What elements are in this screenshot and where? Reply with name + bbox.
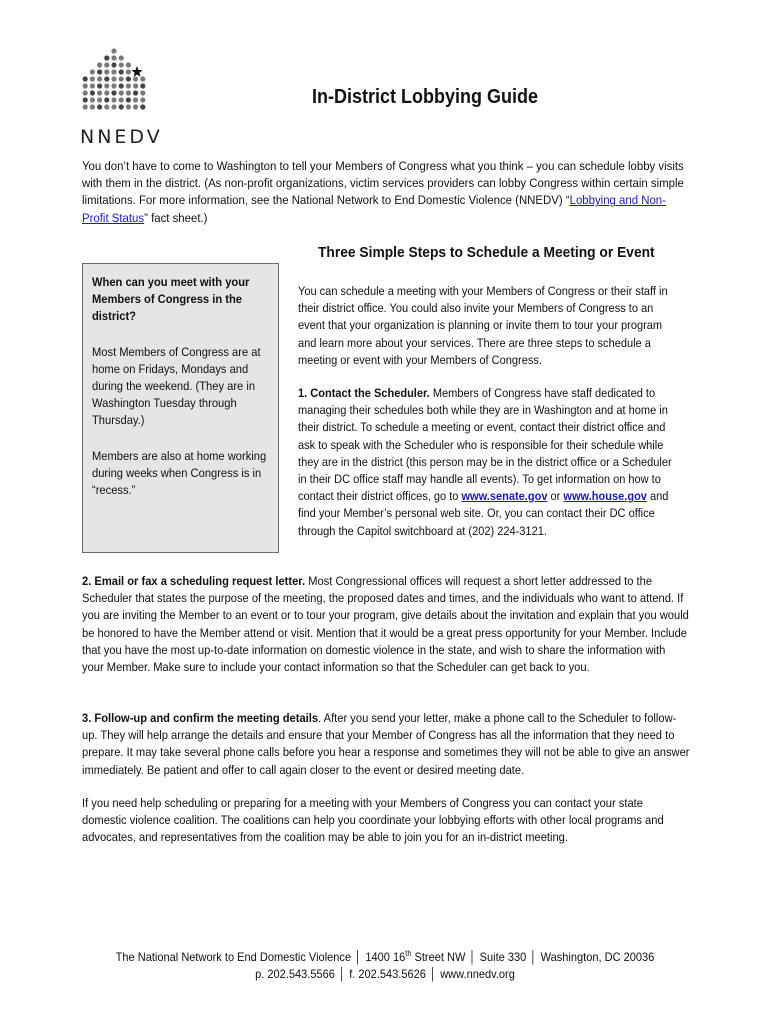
logo-dot — [111, 62, 116, 67]
logo-dot — [126, 69, 131, 74]
logo-dot — [104, 97, 109, 102]
logo-dot — [97, 62, 102, 67]
logo-dot — [97, 76, 102, 81]
senate-link[interactable]: www.senate.gov — [461, 489, 548, 504]
logo-dot — [119, 83, 124, 88]
logo-dot — [104, 83, 109, 88]
logo-dot — [97, 90, 102, 95]
logo-dot — [119, 62, 124, 67]
logo-dot — [119, 55, 124, 60]
step-2-title: 2. Email or fax a scheduling request letter. — [82, 574, 306, 588]
sidebar-box — [82, 263, 279, 553]
intro-text: You don’t have to come to Washington to tell your Members of Congress what you think – you can schedule lobby visits with them in the district. (As non-profit organizations, victim services providers can lobby Congress within certain simple limitations. For more information, see the National Network to End Domestic Violence (NNEDV) “ — [82, 159, 684, 208]
logo-dot — [140, 90, 145, 95]
page-title: In-District Lobbying Guide — [312, 86, 538, 108]
logo-dot — [111, 90, 116, 95]
logo-dot — [83, 90, 88, 95]
logo-dot — [97, 97, 102, 102]
footer-fax: f. 202.543.5626 — [349, 967, 426, 981]
steps-intro: You can schedule a meeting with your Members of Congress or their staff in their district office. You could also invite your Members of Congress to an event that your organization is planning or invite them to tour your program and learn more about your services. There are three steps to schedule a meeting or event with your Members of Congress. — [298, 284, 668, 367]
logo-dot — [119, 97, 124, 102]
logo-dot — [140, 76, 145, 81]
logo-dot — [111, 55, 116, 60]
logo-dot — [133, 90, 138, 95]
logo-dot — [133, 97, 138, 102]
logo-dot — [104, 55, 109, 60]
logo-dot — [111, 48, 116, 53]
logo-dot — [119, 76, 124, 81]
logo-dot — [126, 76, 131, 81]
logo-dot — [133, 76, 138, 81]
footer-city: Washington, DC 20036 — [540, 950, 655, 964]
steps-column — [298, 283, 681, 556]
logo-dot — [104, 90, 109, 95]
footer-web[interactable]: www.nnedv.org — [440, 967, 515, 981]
footer-separator: │ — [338, 967, 346, 981]
intro-paragraph — [82, 158, 689, 227]
logo-dot — [90, 90, 95, 95]
logo-dot — [90, 104, 95, 109]
logo-dot — [119, 69, 124, 74]
logo-dots-graphic — [80, 46, 160, 126]
logo-dot — [83, 104, 88, 109]
step-3-body: . After you send your letter, make a phone call to the Scheduler to follow-up. They will help arrange the details and ensure that your Member of Congress has all the information that they need to prepare. It may take several phone calls before you hear a response and sometimes they will not be able to give an answer immediately. Be patient and offer to call again closer to the event or desired meeting date. — [82, 711, 690, 777]
footer-separator: │ — [469, 950, 476, 964]
footer-separator: │ — [354, 950, 362, 964]
intro-text-end: ” fact sheet.) — [144, 210, 208, 225]
step-3 — [82, 710, 690, 779]
logo-dot — [126, 83, 131, 88]
logo-dot — [90, 83, 95, 88]
footer — [31, 945, 739, 983]
footer-line-2 — [31, 966, 739, 983]
sidebar-question: When can you meet with your Members of Congress in the district? — [92, 275, 250, 324]
logo-dot — [104, 104, 109, 109]
footer-org: The National Network to End Domestic Violence — [115, 950, 352, 964]
step-1-body: Members of Congress have staff dedicated to managing their schedules both while they are in Washington and at home in their district. To schedule a meeting or event, contact their district office and ask to speak with the Scheduler who is responsible for their schedule while they are in the district (this person may be in the district office or a Scheduler in their DC office staff may handle all events). To get information on how to contact their district offices, go to — [298, 386, 672, 504]
logo-dot — [90, 69, 95, 74]
logo-dot — [97, 104, 102, 109]
logo-dot — [111, 97, 116, 102]
footer-separator: │ — [530, 950, 537, 964]
logo-dot — [90, 76, 95, 81]
sidebar-paragraph: Most Members of Congress are at home on Fridays, Mondays and during the weekend. (They are in Washington Tuesday through Thursday.) — [92, 344, 261, 428]
logo-dot — [104, 62, 109, 67]
step-1 — [298, 385, 681, 540]
logo-dot — [111, 69, 116, 74]
logo-dot — [133, 83, 138, 88]
logo-dot — [111, 104, 116, 109]
footer-separator: │ — [429, 967, 437, 981]
footer-phone: p. 202.543.5566 — [255, 967, 335, 981]
logo-dot — [140, 83, 145, 88]
or-text: or — [547, 489, 564, 504]
logo-dot — [140, 97, 145, 102]
logo-dot — [119, 90, 124, 95]
logo-dot — [83, 97, 88, 102]
logo-dot — [104, 69, 109, 74]
star-icon — [131, 66, 142, 77]
logo-dot — [111, 76, 116, 81]
step-2 — [82, 573, 690, 676]
footer-suite: Suite 330 — [479, 950, 527, 964]
closing-paragraph — [82, 795, 690, 847]
logo-dot — [119, 104, 124, 109]
footer-address: 1400 16th Street NW — [365, 949, 466, 964]
logo-dot — [133, 104, 138, 109]
steps-heading: Three Simple Steps to Schedule a Meeting or Event — [318, 244, 655, 261]
logo-dot — [97, 69, 102, 74]
logo-dot — [126, 104, 131, 109]
logo-wordmark: NNEDV — [80, 126, 163, 148]
logo-dot — [97, 83, 102, 88]
step-1-title: 1. Contact the Scheduler. — [298, 386, 430, 401]
logo-dot — [126, 97, 131, 102]
step-1-body-end: and find your Member’s personal web site. Or, you can contact their DC office through the Capitol switchboard at (202) 224-3121. — [298, 489, 669, 538]
footer-line-1 — [31, 945, 739, 966]
logo-dot — [104, 76, 109, 81]
closing-text: If you need help scheduling or preparing for a meeting with your Members of Congress you can contact your state domestic violence coalition. The coalitions can help you coordinate your lobbying efforts with other local programs and advocates, and representatives from the coalition may be able to join you for an in-district meeting. — [82, 796, 664, 845]
lobbying-status-link[interactable]: Lobbying and Non-Profit Status — [82, 193, 666, 225]
house-link[interactable]: www.house.gov — [563, 489, 647, 504]
logo-dot — [126, 62, 131, 67]
logo-dot — [90, 97, 95, 102]
step-2-body: Most Congressional offices will request a short letter addressed to the Scheduler that states the purpose of the meeting, the proposed dates and times, and the individuals who want to attend. If you are inviting the Member to an event or to tour your program, give details about the invitation and explain that you would be honored to have the Member attend or visit. Mention that it would be a great press opportunity for your Member. Include that you have the most up-to-date information on domestic violence in the state, and wish to share the information with your Member. Make sure to include your contact information so that the Scheduler can get back to you. — [82, 574, 689, 675]
logo-dot — [83, 83, 88, 88]
sidebar-paragraph: Members are also at home working during weeks when Congress is in “recess.” — [92, 448, 267, 498]
logo-dot — [126, 90, 131, 95]
logo-dot — [83, 76, 88, 81]
step-3-title: 3. Follow-up and confirm the meeting details — [82, 711, 319, 725]
logo-dot — [140, 104, 145, 109]
logo-dot — [111, 83, 116, 88]
